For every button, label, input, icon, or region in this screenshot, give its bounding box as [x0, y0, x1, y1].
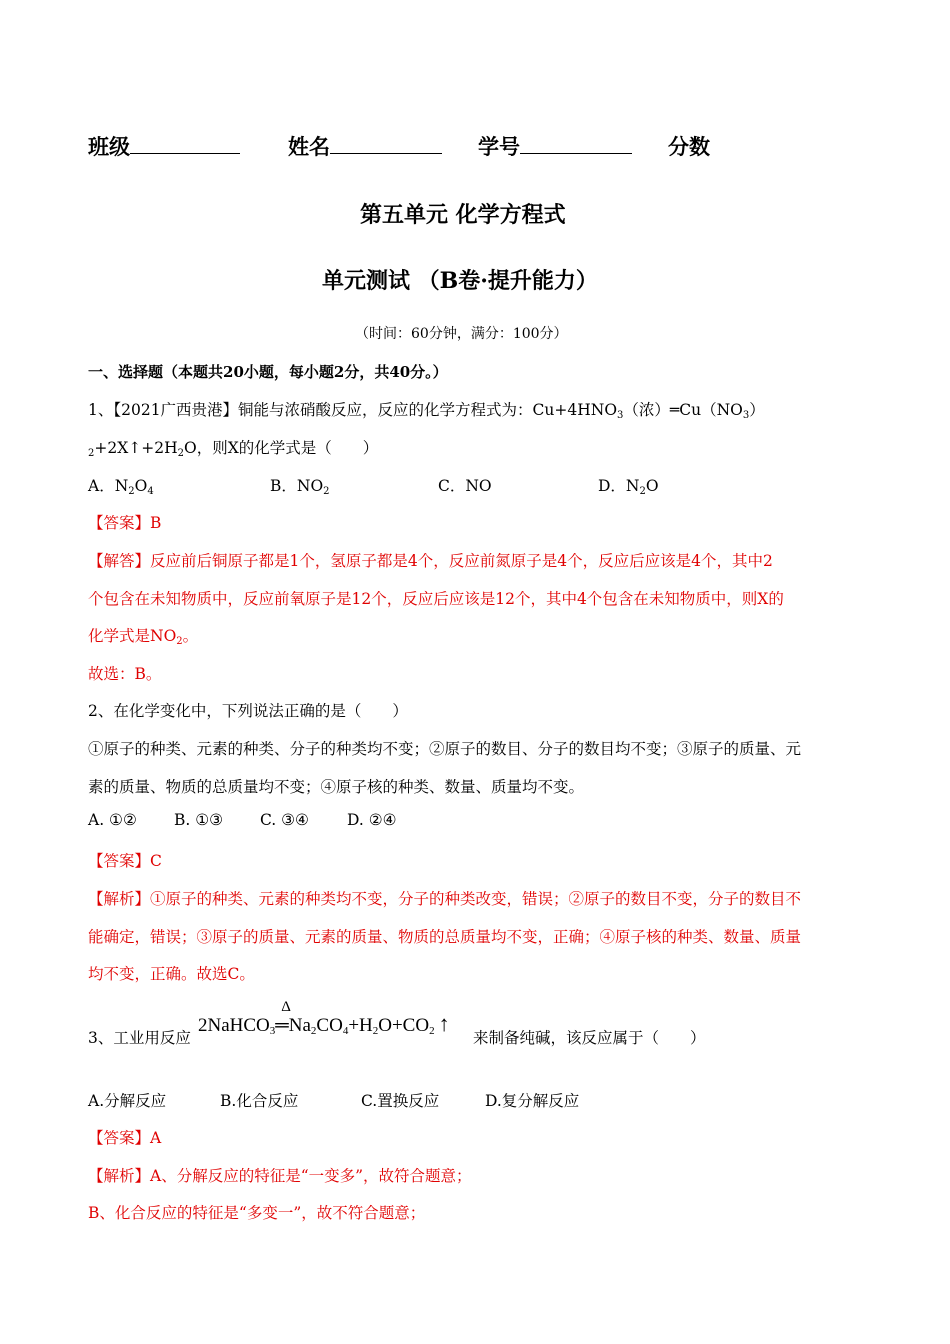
- q3-answer: 【答案】A: [88, 1129, 162, 1147]
- q1-opt-a-sub2: 4: [147, 486, 154, 497]
- q1-explanation-4: 故选：B。: [88, 665, 162, 683]
- q3-option-b: B.化合反应: [220, 1092, 299, 1110]
- id-blank[interactable]: [520, 131, 632, 154]
- page-subtitle: 单元测试 （B卷·提升能力）: [322, 268, 598, 294]
- name-blank[interactable]: [330, 131, 442, 154]
- q1-opt-d-end: O: [645, 477, 659, 495]
- q1-sub-a: 3: [617, 410, 624, 421]
- eq-sub-1: 3: [269, 1025, 276, 1037]
- q3-option-c: C.置换反应: [361, 1092, 440, 1110]
- q3-option-a: A.分解反应: [88, 1092, 167, 1110]
- class-label: 班级: [88, 134, 130, 159]
- q3-suffix: 来制备纯碱，该反应属于（ ）: [473, 1029, 706, 1047]
- name-field: [288, 131, 442, 161]
- q1-opt-a-sub1: 2: [128, 486, 135, 497]
- q1-text-b: （浓）═Cu（NO: [623, 401, 743, 419]
- q3-explanation-2: B、化合反应的特征是“多变一”，故不符合题意；: [88, 1204, 426, 1222]
- q1-exp3-b: 。: [182, 627, 199, 645]
- q2-statements-1: ①原子的种类、元素的种类、分子的种类均不变；②原子的数目、分子的数目均不变；③原子的质量、元: [88, 740, 802, 758]
- q1-sub-b: 3: [742, 410, 750, 421]
- time-info: （时间：60分钟，满分：100分）: [355, 326, 568, 342]
- header-line: [88, 131, 240, 161]
- q1-stem-line1: [88, 398, 765, 420]
- q1-exp3-a: 化学式是NO: [88, 627, 177, 645]
- q3-prefix: 3、工业用反应: [88, 1029, 191, 1047]
- q1-answer: 【答案】B: [88, 514, 162, 532]
- q1-text-c: ）: [749, 401, 765, 419]
- q1-opt-d-text: D．N: [598, 477, 640, 495]
- q2-option-a: A. ①②: [88, 811, 137, 829]
- eq-sub-2: 2: [310, 1025, 317, 1037]
- q1-l2-sub: 2: [88, 448, 95, 459]
- q3-explanation-1: 【解析】A、分解反应的特征是“一变多”，故符合题意；: [88, 1167, 472, 1185]
- q2-explanation-3: 均不变，正确。故选C。: [88, 965, 255, 983]
- gas-arrow-icon: ↑: [438, 1011, 450, 1036]
- eq-part-e: O+CO: [378, 1015, 430, 1036]
- q2-option-d: D. ②④: [347, 811, 397, 829]
- eq-sub-4: 2: [372, 1025, 379, 1037]
- q2-option-c: C. ③④: [260, 811, 309, 829]
- page-title: 第五单元 化学方程式: [360, 202, 566, 228]
- q1-opt-a-text: A．N: [88, 477, 129, 495]
- score-field: [668, 131, 710, 161]
- class-blank[interactable]: [130, 131, 240, 154]
- q1-l2-subb: 2: [177, 448, 184, 459]
- q1-explanation-3: [88, 624, 198, 646]
- q3-equation: [198, 999, 450, 1037]
- delta-symbol: Δ: [281, 999, 291, 1015]
- score-label: 分数: [668, 134, 710, 159]
- q1-option-b: [270, 474, 330, 496]
- q1-option-c: [438, 474, 492, 496]
- q1-stem-line2: [88, 436, 378, 458]
- eq-part-b: ═Na: [275, 1015, 311, 1036]
- q1-option-d: [598, 474, 659, 496]
- q1-l2-b: O，则X的化学式是（ ）: [184, 439, 379, 457]
- q3-option-d: D.复分解反应: [485, 1092, 580, 1110]
- eq-sub-5: 2: [429, 1025, 435, 1037]
- q2-explanation-2: 能确定，错误；③原子的质量、元素的质量、物质的总质量均不变，正确；④原子核的种类、数量、质量: [88, 928, 802, 946]
- q1-text-a: 1、【2021广西贵港】铜能与浓硝酸反应，反应的化学方程式为：Cu+4HNO: [88, 401, 618, 419]
- id-label: 学号: [478, 134, 520, 159]
- q2-explanation-1: 【解析】①原子的种类、元素的种类均不变，分子的种类改变，错误；②原子的数目不变，分子的数目不: [88, 890, 802, 908]
- section-heading: 一、选择题（本题共20小题，每小题2分，共40分。）: [88, 363, 448, 381]
- name-label: 姓名: [288, 134, 330, 159]
- q1-opt-d-sub: 2: [639, 486, 646, 497]
- eq-part-c: CO: [316, 1015, 343, 1036]
- q1-option-a: [88, 474, 154, 496]
- q1-exp3-sub: 2: [176, 636, 183, 647]
- q1-opt-b-text: B．NO: [270, 477, 324, 495]
- eq-part-a: 2NaHCO: [198, 1015, 270, 1036]
- q1-l2-a: +2X↑+2H: [94, 439, 178, 457]
- q1-opt-b-sub: 2: [323, 486, 330, 497]
- id-field: [478, 131, 632, 161]
- q2-answer: 【答案】C: [88, 852, 162, 870]
- eq-sub-3: 4: [342, 1025, 349, 1037]
- q1-opt-a-mid: O: [134, 477, 148, 495]
- eq-arrow: [275, 999, 311, 1036]
- eq-part-d: +H: [348, 1015, 373, 1036]
- q1-explanation-1: 【解答】反应前后铜原子都是1个，氢原子都是4个，反应前氮原子是4个，反应后应该是4个，其中2: [88, 552, 773, 570]
- q1-opt-c-text: C．NO: [438, 477, 492, 495]
- q2-stem: 2、在化学变化中，下列说法正确的是（ ）: [88, 702, 408, 720]
- q2-statements-2: 素的质量、物质的总质量均不变；④原子核的种类、数量、质量均不变。: [88, 778, 585, 796]
- q1-explanation-2: 个包含在未知物质中，反应前氧原子是12个，反应后应该是12个，其中4个包含在未知物质中，则X的: [88, 590, 784, 608]
- q2-option-b: B. ①③: [174, 811, 224, 829]
